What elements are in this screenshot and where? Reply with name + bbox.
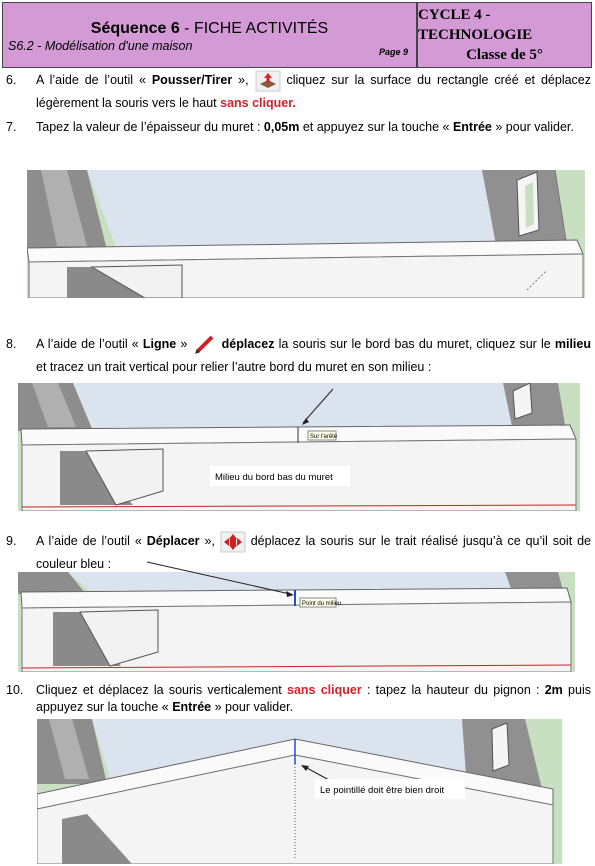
figure-4-gable [37,719,562,864]
step-number: 10. [6,683,24,697]
callout-label: Le pointillé doit être bien droit [320,785,445,796]
tooltip-on-edge: Sur l'arête [310,434,338,440]
subtitle: S6.2 - Modélisation d'une maison [8,39,193,53]
step-text: Cliquez et déplacez la souris verticalement sans cliquer : tapez la hauteur du pignon : 2m puis appuyez sur la touche « Entrée » pour valider. [36,683,591,714]
step-text: A l’aide de l’outil « Déplacer », déplacez la souris sur le trait réalisé jusqu’à ce qu’il soit de couleur bleu : [36,530,591,576]
step-text: Tapez la valeur de l’épaisseur du muret : 0,05m et appuyez sur la touche « Entrée » pour valider. [36,120,574,134]
step-10 [6,682,591,722]
page-number: Page 9 [378,47,408,57]
class-label: Classe de 5° [466,47,543,63]
callout-label: Milieu du bord bas du muret [215,472,333,483]
step-number: 7. [6,120,17,134]
cycle-label: CYCLE 4 - TECHNOLOGIE [418,7,533,43]
step-number: 8. [6,337,17,351]
step-number: 9. [6,534,17,548]
tooltip-midpoint: Point du milieu [302,601,342,607]
step-number: 6. [6,73,17,87]
sequence-title: Séquence 6 - FICHE ACTIVITÉS [90,20,329,37]
step-text: A l’aide de l’outil « Ligne » déplacez la souris sur le bord bas du muret, cliquez sur le milieu et tracez un trait vertical pour relier l’autre bord du muret en son milieu : [36,333,591,379]
step-text: A l’aide de l’outil « Pousser/Tirer », cliquez sur la surface du rectangle créé et déplacez légèrement la souris vers le haut sans cliquer. [36,69,591,115]
